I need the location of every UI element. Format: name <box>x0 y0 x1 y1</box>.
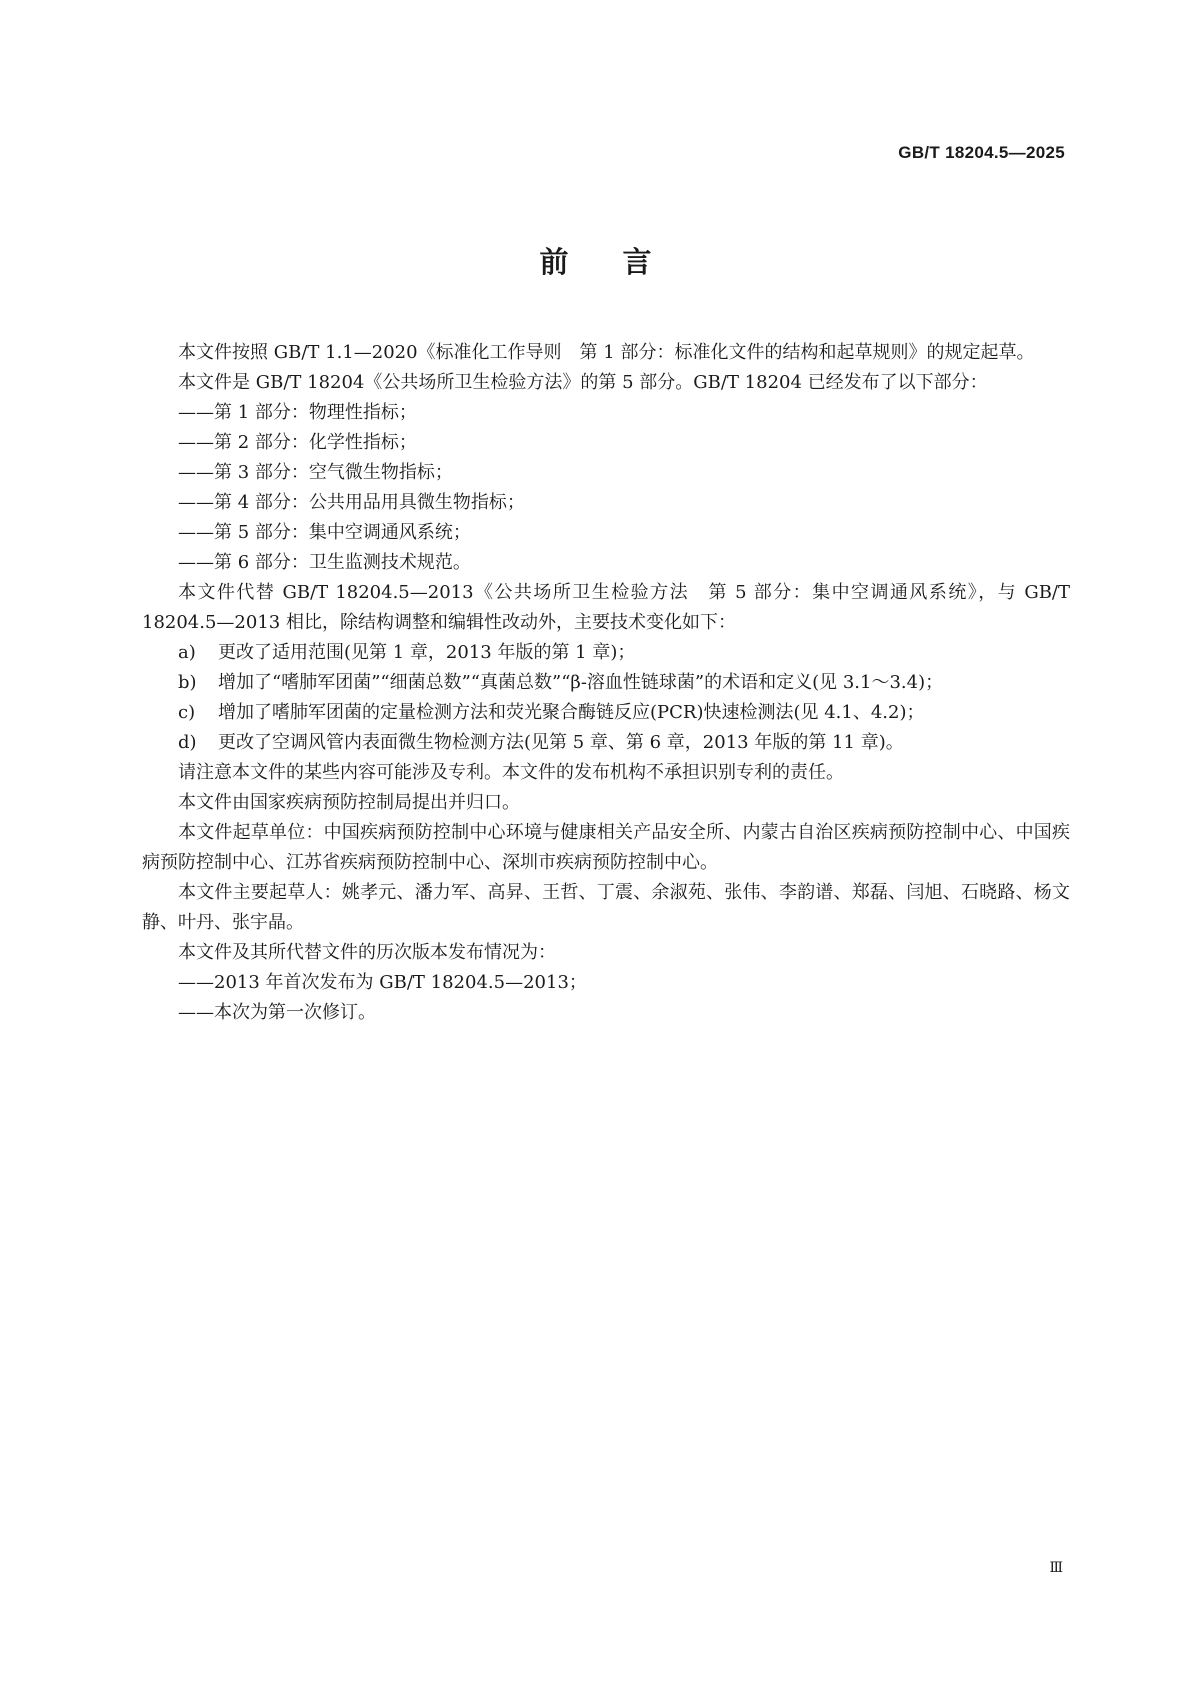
change-text: 增加了“嗜肺军团菌”“细菌总数”“真菌总数”“β-溶血性链球菌”的术语和定义(见 3.1～3.4)； <box>218 672 944 693</box>
change-text: 增加了嗜肺军团菌的定量检测方法和荧光聚合酶链反应(PCR)快速检测法(见 4.1、4.2)； <box>218 702 925 723</box>
standard-code: GB/T 18204.5—2025 <box>898 143 1065 162</box>
change-item-a <box>142 638 1070 668</box>
change-item-d <box>142 728 1070 758</box>
change-text: 更改了适用范围(见第 1 章，2013 年版的第 1 章)； <box>218 642 636 663</box>
change-marker: c) <box>178 702 196 723</box>
paragraph-drafting-units: 本文件起草单位：中国疾病预防控制中心环境与健康相关产品安全所、内蒙古自治区疾病预防控制中心、中国疾病预防控制中心、江苏省疾病预防控制中心、深圳市疾病预防控制中心。 <box>142 822 1070 873</box>
list-item-part-5: ——第 5 部分：集中空调通风系统； <box>178 522 471 543</box>
paragraph-replacement: 本文件代替 GB/T 18204.5—2013《公共场所卫生检验方法 第 5 部分：集中空调通风系统》，与 GB/T 18204.5—2013 相比，除结构调整和编辑性改动外，主要技术变化如下： <box>142 582 1070 633</box>
change-marker: a) <box>178 642 196 663</box>
paragraph-drafting-rule: 本文件按照 GB/T 1.1—2020《标准化工作导则 第 1 部分：标准化文件的结构和起草规则》的规定起草。 <box>178 342 1035 363</box>
change-text: 更改了空调风管内表面微生物检测方法(见第 5 章、第 6 章，2013 年版的第 11 章)。 <box>218 732 904 753</box>
page-title-char-2: 言 <box>622 245 652 279</box>
list-item-part-3: ——第 3 部分：空气微生物指标； <box>178 462 453 483</box>
list-item-history-1: ——2013 年首次发布为 GB/T 18204.5—2013； <box>178 972 587 993</box>
change-item-c <box>142 698 1070 728</box>
paragraph-series-intro: 本文件是 GB/T 18204《公共场所卫生检验方法》的第 5 部分。GB/T 18204 已经发布了以下部分： <box>178 372 988 393</box>
list-item-part-4: ——第 4 部分：公共用品用具微生物指标； <box>178 492 525 513</box>
page-number: Ⅲ <box>1049 1560 1063 1576</box>
page-title-char-1: 前 <box>539 245 569 279</box>
list-item-part-2: ——第 2 部分：化学性指标； <box>178 432 417 453</box>
page-title <box>0 240 1191 281</box>
paragraph-proposer: 本文件由国家疾病预防控制局提出并归口。 <box>178 792 520 813</box>
list-item-part-1: ——第 1 部分：物理性指标； <box>178 402 417 423</box>
foreword-body <box>142 338 1070 1028</box>
change-marker: b) <box>178 672 197 693</box>
change-marker: d) <box>178 732 197 753</box>
paragraph-drafters: 本文件主要起草人：姚孝元、潘力军、高昇、王哲、丁震、余淑苑、张伟、李韵谱、郑磊、闫旭、石晓路、杨文静、叶丹、张宇晶。 <box>142 882 1070 933</box>
paragraph-patent-notice: 请注意本文件的某些内容可能涉及专利。本文件的发布机构不承担识别专利的责任。 <box>178 762 844 783</box>
paragraph-history-intro: 本文件及其所代替文件的历次版本发布情况为： <box>178 942 556 963</box>
list-item-part-6: ——第 6 部分：卫生监测技术规范。 <box>178 552 471 573</box>
change-item-b <box>142 668 1070 698</box>
list-item-history-2: ——本次为第一次修订。 <box>178 1002 376 1023</box>
